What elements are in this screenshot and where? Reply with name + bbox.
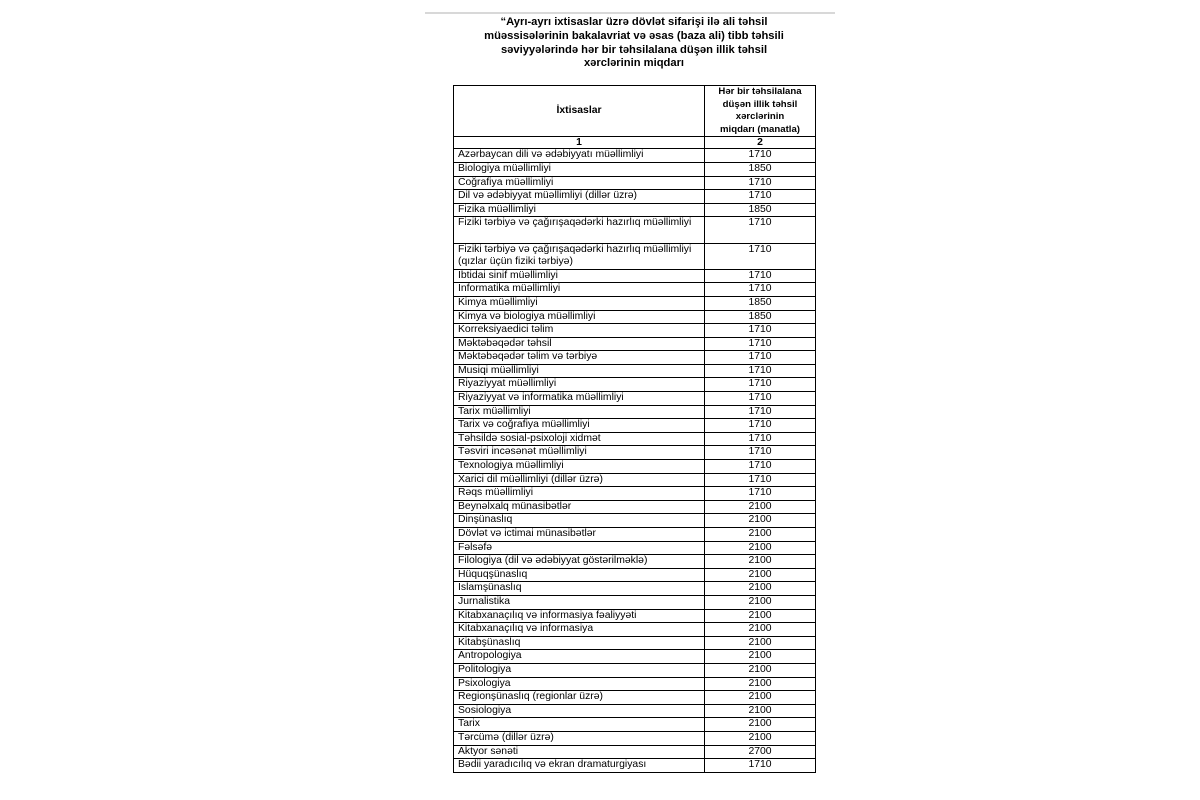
annual-cost: 1710 <box>705 419 816 433</box>
specialty-name: Kimya müəllimliyi <box>454 296 705 310</box>
table-row <box>454 650 816 664</box>
specialty-name: Kitabxanaçılıq və informasiya fəaliyyəti <box>454 609 705 623</box>
header-cost-line: xərclərinin <box>735 111 785 123</box>
specialty-name: Dövlət və ictimai münasibətlər <box>454 528 705 542</box>
specialty-name: İnformatika müəllimliyi <box>454 283 705 297</box>
annual-cost: 2100 <box>705 663 816 677</box>
annual-cost: 1710 <box>705 351 816 365</box>
specialty-name: Korreksiyaedici təlim <box>454 324 705 338</box>
table-row <box>454 176 816 190</box>
annual-cost: 1710 <box>705 217 816 243</box>
table-row <box>454 473 816 487</box>
specialty-name: Sosiologiya <box>454 704 705 718</box>
annual-cost: 1710 <box>705 283 816 297</box>
table-row <box>454 310 816 324</box>
top-divider <box>425 12 835 14</box>
annual-cost: 1710 <box>705 759 816 773</box>
annual-cost: 1710 <box>705 176 816 190</box>
table-row <box>454 555 816 569</box>
annual-cost: 2100 <box>705 514 816 528</box>
table-row <box>454 514 816 528</box>
annual-cost: 1710 <box>705 473 816 487</box>
annual-cost: 1710 <box>705 460 816 474</box>
specialty-name: Fizika müəllimliyi <box>454 203 705 217</box>
specialty-name: Xarici dil müəllimliyi (dillər üzrə) <box>454 473 705 487</box>
specialty-name: Bədii yaradıcılıq və ekran dramaturgiyası <box>454 759 705 773</box>
annual-cost: 2100 <box>705 528 816 542</box>
specialty-name: Dinşünaslıq <box>454 514 705 528</box>
table-row <box>454 623 816 637</box>
annual-cost: 1710 <box>705 392 816 406</box>
table-row <box>454 718 816 732</box>
annual-cost: 1710 <box>705 269 816 283</box>
specialty-name: Biologiya müəllimliyi <box>454 162 705 176</box>
annual-cost: 2100 <box>705 691 816 705</box>
annual-cost: 2100 <box>705 541 816 555</box>
table-row <box>454 149 816 163</box>
annual-cost: 2100 <box>705 500 816 514</box>
document-title <box>452 16 816 71</box>
annual-cost: 2100 <box>705 582 816 596</box>
table-row <box>454 677 816 691</box>
annual-cost: 1710 <box>705 405 816 419</box>
specialty-name: Kitabşünaslıq <box>454 636 705 650</box>
specialty-name: Tarix və coğrafiya müəllimliyi <box>454 419 705 433</box>
table-row <box>454 704 816 718</box>
annual-cost: 2100 <box>705 595 816 609</box>
header-cost <box>705 86 816 137</box>
annual-cost: 2100 <box>705 650 816 664</box>
annual-cost: 1710 <box>705 324 816 338</box>
table-row <box>454 745 816 759</box>
annual-cost: 2100 <box>705 731 816 745</box>
cost-table <box>453 85 816 773</box>
specialty-name: Coğrafiya müəllimliyi <box>454 176 705 190</box>
specialty-name: Musiqi müəllimliyi <box>454 364 705 378</box>
table-row <box>454 460 816 474</box>
table-row <box>454 405 816 419</box>
table-row <box>454 351 816 365</box>
specialty-name: Tarix müəllimliyi <box>454 405 705 419</box>
annual-cost: 2100 <box>705 568 816 582</box>
specialty-name: Aktyor sənəti <box>454 745 705 759</box>
table-row <box>454 337 816 351</box>
table-row <box>454 663 816 677</box>
header-cost-line: miqdarı (manatla) <box>720 123 800 135</box>
annual-cost: 1710 <box>705 364 816 378</box>
header-cost-line: Hər bir təhsilalana <box>718 86 802 97</box>
header-cost-line: düşən illik təhsil <box>722 98 798 110</box>
annual-cost: 1710 <box>705 190 816 204</box>
specialty-name: Riyaziyyat və informatika müəllimliyi <box>454 392 705 406</box>
table-row <box>454 541 816 555</box>
annual-cost: 2100 <box>705 555 816 569</box>
table-row <box>454 636 816 650</box>
table-row <box>454 392 816 406</box>
header-specialty: İxtisaslar <box>454 86 705 137</box>
annual-cost: 1710 <box>705 432 816 446</box>
specialty-name: Riyaziyyat müəllimliyi <box>454 378 705 392</box>
table-row <box>454 528 816 542</box>
table-row <box>454 609 816 623</box>
annual-cost: 2100 <box>705 609 816 623</box>
table-row <box>454 203 816 217</box>
table-row <box>454 731 816 745</box>
table-row <box>454 446 816 460</box>
specialty-name: Fəlsəfə <box>454 541 705 555</box>
annual-cost: 2100 <box>705 677 816 691</box>
specialty-name: Texnologiya müəllimliyi <box>454 460 705 474</box>
annual-cost: 1850 <box>705 162 816 176</box>
table-row <box>454 243 816 269</box>
specialty-name: Beynəlxalq münasibətlər <box>454 500 705 514</box>
annual-cost: 1710 <box>705 378 816 392</box>
table-row <box>454 419 816 433</box>
annual-cost: 1710 <box>705 337 816 351</box>
specialty-name: Regionşünaslıq (regionlar üzrə) <box>454 691 705 705</box>
specialty-name: Azərbaycan dili və ədəbiyyatı müəllimliyi <box>454 149 705 163</box>
table-row <box>454 568 816 582</box>
annual-cost: 2100 <box>705 636 816 650</box>
specialty-name: Təsviri incəsənət müəllimliyi <box>454 446 705 460</box>
table-row <box>454 283 816 297</box>
annual-cost: 2700 <box>705 745 816 759</box>
specialty-name: Tarix <box>454 718 705 732</box>
table-row <box>454 162 816 176</box>
specialty-name: Dil və ədəbiyyat müəllimliyi (dillər üzrə) <box>454 190 705 204</box>
specialty-name: Psixologiya <box>454 677 705 691</box>
table-row <box>454 759 816 773</box>
table-row <box>454 269 816 283</box>
annual-cost: 1710 <box>705 149 816 163</box>
specialty-name: Fiziki tərbiyə və çağırışaqədərki hazırlıq müəllimliyi (qızlar üçün fiziki tərbiyə) <box>454 243 705 269</box>
table-row <box>454 364 816 378</box>
specialty-name: Kitabxanaçılıq və informasiya <box>454 623 705 637</box>
table-row <box>454 582 816 596</box>
table-row <box>454 500 816 514</box>
table-row <box>454 217 816 243</box>
specialty-name: Rəqs müəllimliyi <box>454 487 705 501</box>
table-row <box>454 378 816 392</box>
annual-cost: 1710 <box>705 446 816 460</box>
annual-cost: 1850 <box>705 203 816 217</box>
annual-cost: 1710 <box>705 243 816 269</box>
column-number-2: 2 <box>705 137 816 149</box>
title-line: xərclərinin miqdarı <box>583 57 685 70</box>
specialty-name: Kimya və biologiya müəllimliyi <box>454 310 705 324</box>
specialty-name: Fiziki tərbiyə və çağırışaqədərki hazırlıq müəllimliyi <box>454 217 705 243</box>
table-row <box>454 324 816 338</box>
title-line: “Ayrı-ayrı ixtisaslar üzrə dövlət sifarişi ilə ali təhsil <box>500 16 768 28</box>
annual-cost: 1850 <box>705 310 816 324</box>
table-body <box>454 149 816 772</box>
table-row <box>454 487 816 501</box>
annual-cost: 1850 <box>705 296 816 310</box>
title-line: müəssisələrinin bakalavriat və əsas (baza ali) tibb təhsili <box>484 29 784 42</box>
table-row <box>454 595 816 609</box>
specialty-name: Təhsildə sosial-psixoloji xidmət <box>454 432 705 446</box>
column-number-1: 1 <box>454 137 705 149</box>
title-line: səviyyələrində hər bir təhsilalana düşən illik təhsil <box>500 43 768 56</box>
specialty-name: Antropologiya <box>454 650 705 664</box>
specialty-name: Məktəbəqədər təhsil <box>454 337 705 351</box>
specialty-name: İbtidai sinif müəllimliyi <box>454 269 705 283</box>
specialty-name: İslamşünaslıq <box>454 582 705 596</box>
table-row <box>454 432 816 446</box>
specialty-name: Hüquqşünaslıq <box>454 568 705 582</box>
annual-cost: 2100 <box>705 704 816 718</box>
annual-cost: 2100 <box>705 718 816 732</box>
table-row <box>454 296 816 310</box>
specialty-name: Məktəbəqədər təlim və tərbiyə <box>454 351 705 365</box>
annual-cost: 1710 <box>705 487 816 501</box>
table-row <box>454 691 816 705</box>
specialty-name: Tərcümə (dillər üzrə) <box>454 731 705 745</box>
annual-cost: 2100 <box>705 623 816 637</box>
specialty-name: Politologiya <box>454 663 705 677</box>
specialty-name: Jurnalistika <box>454 595 705 609</box>
table-row <box>454 190 816 204</box>
specialty-name: Filologiya (dil və ədəbiyyat göstərilməklə) <box>454 555 705 569</box>
